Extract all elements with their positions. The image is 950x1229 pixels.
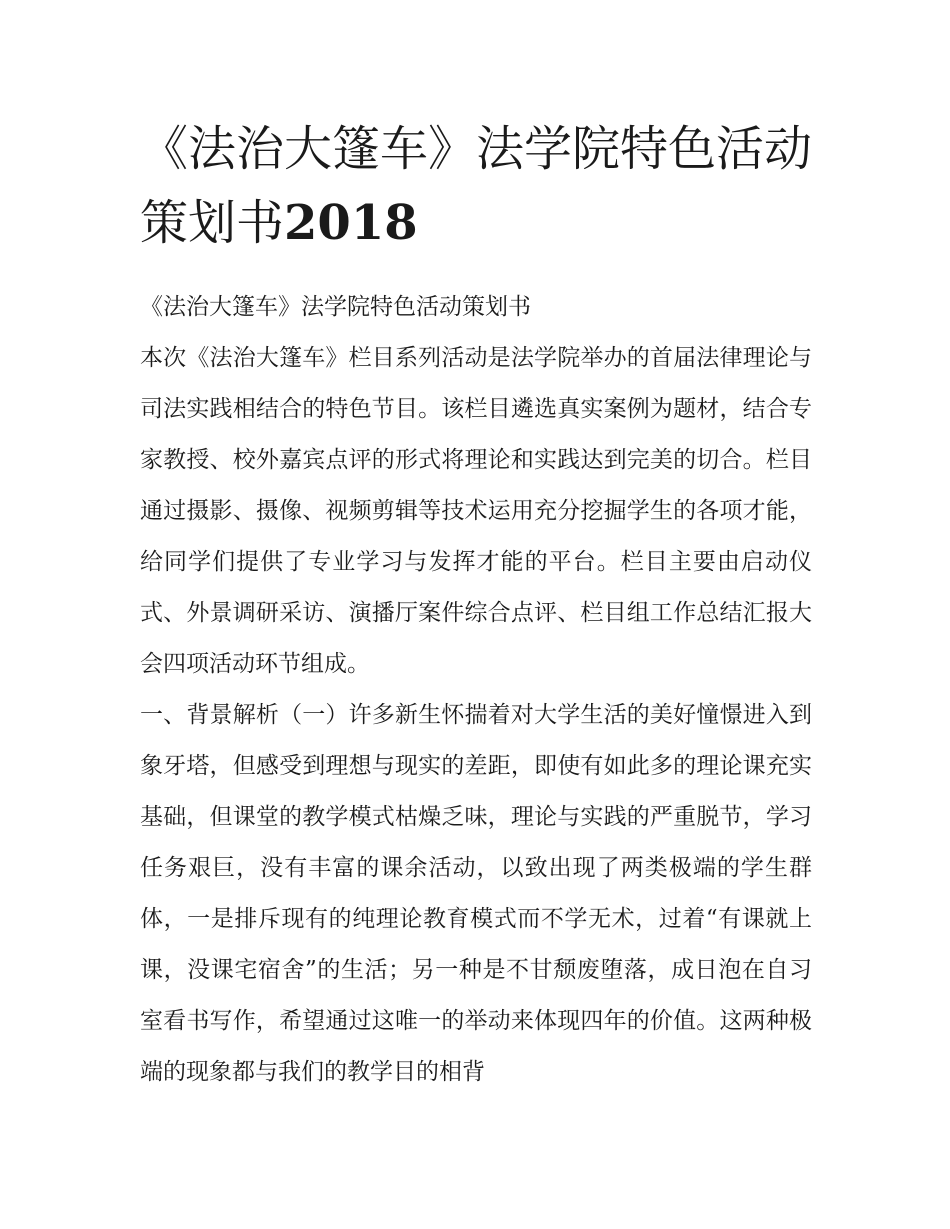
document-title-main: 《法治大篷车》法学院特色活动策划书 <box>140 121 813 251</box>
body-paragraph-intro: 本次《法治大篷车》栏目系列活动是法学院举办的首届法律理论与司法实践相结合的特色节目。该栏目遴选真实案例为题材，结合专家教授、校外嘉宾点评的形式将理论和实践达到完美的切合。栏目通过摄影、摄像、视频剪辑等技术运用充分挖掘学生的各项才能，给同学们提供了专业学习与发挥才能的平台。栏目主要由启动仪式、外景调研采访、演播厅案件综合点评、栏目组工作总结汇报大会四项活动环节组成。 <box>140 345 812 677</box>
document-subtitle: 《法治大篷车》法学院特色活动策划书 <box>140 294 531 320</box>
document-title <box>140 112 820 260</box>
document-body <box>140 282 812 1098</box>
body-paragraph-background: 一、背景解析（一）许多新生怀揣着对大学生活的美好憧憬进入到象牙塔，但感受到理想与现实的差距，即使有如此多的理论课充实基础，但课堂的教学模式枯燥乏味，理论与实践的严重脱节，学习任务艰巨，没有丰富的课余活动，以致出现了两类极端的学生群体，一是排斥现有的纯理论教育模式而不学无术，过着“有课就上课，没课宅宿舍”的生活；另一种是不甘颓废堕落，成日泡在自习室看书写作，希望通过这唯一的举动来体现四年的价值。这两种极端的现象都与我们的教学目的相背 <box>140 702 812 1085</box>
document-title-year: 2018 <box>284 195 418 251</box>
